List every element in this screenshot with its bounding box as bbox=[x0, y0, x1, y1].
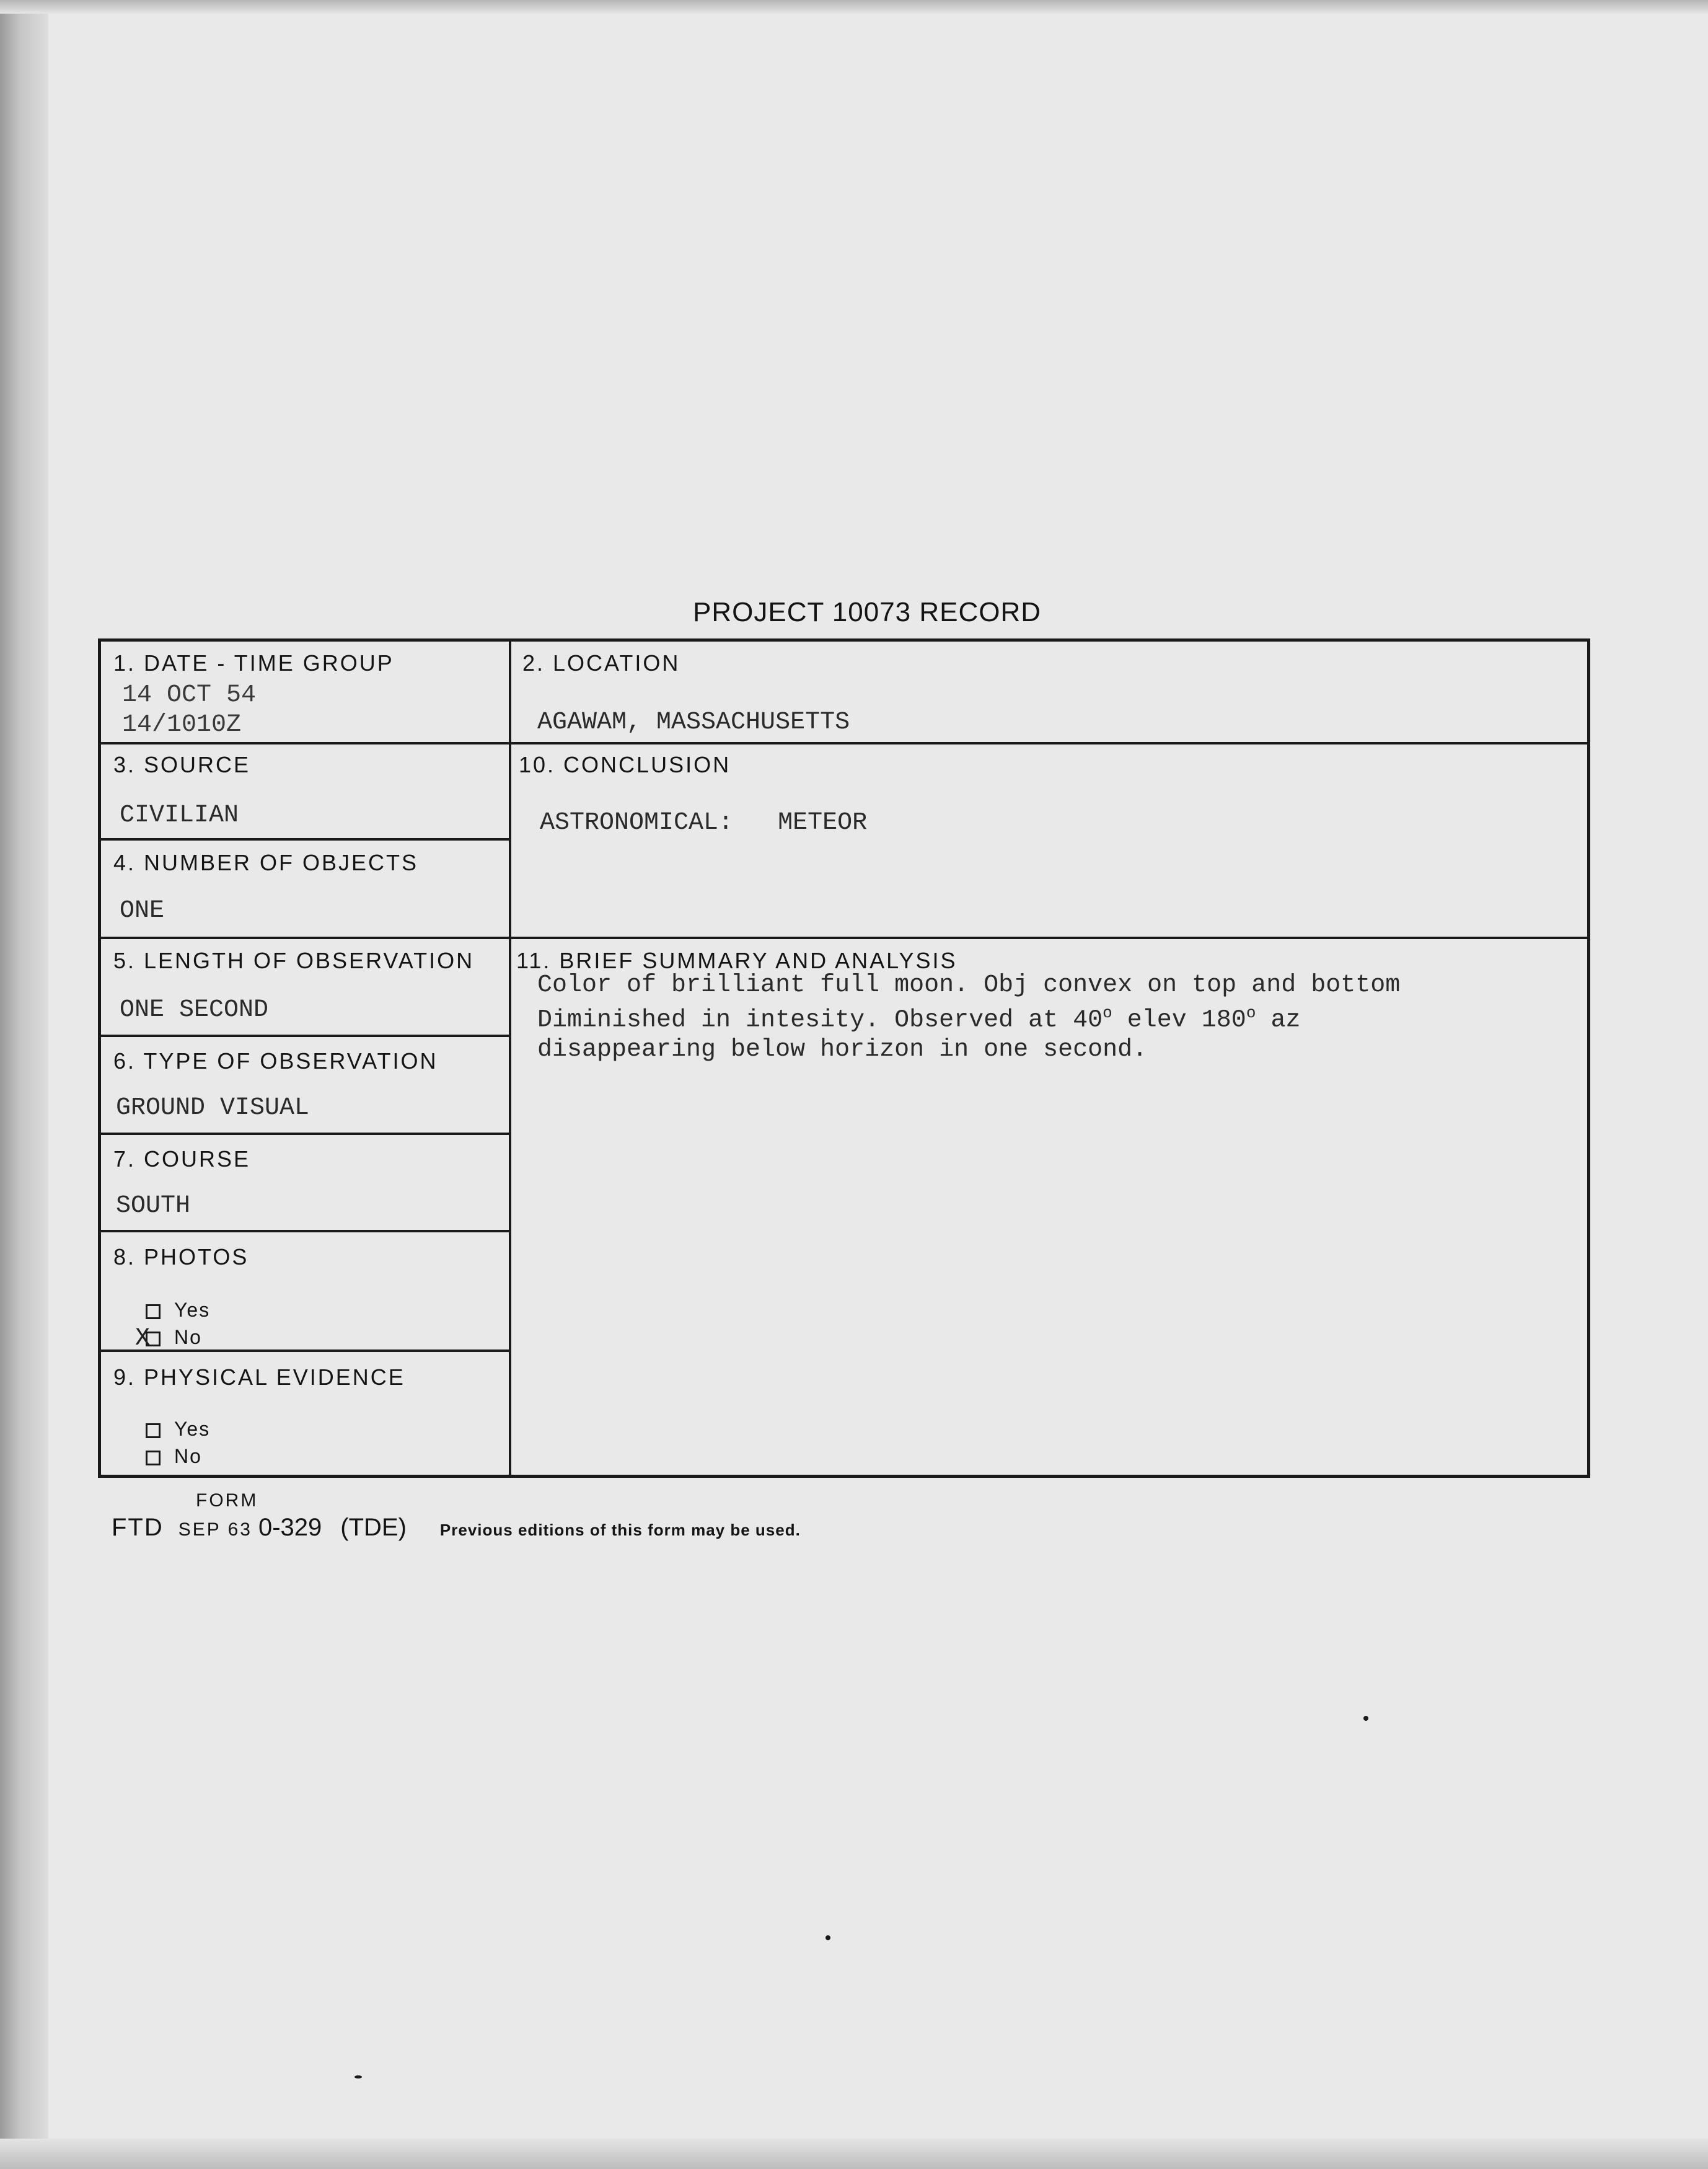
conclusion-label: 10. CONCLUSION bbox=[519, 752, 731, 777]
scan-speck bbox=[354, 2075, 362, 2078]
footer-form-word: FORM bbox=[196, 1490, 258, 1511]
footer-ftd: FTD bbox=[112, 1514, 164, 1541]
physical-evidence-yes-option[interactable] bbox=[146, 1418, 210, 1441]
location-value: AGAWAM, MASSACHUSETTS bbox=[537, 709, 850, 736]
footer-note: Previous editions of this form may be used. bbox=[439, 1521, 801, 1539]
conclusion-value: ASTRONOMICAL: METEOR bbox=[540, 809, 868, 837]
type-of-observation-label: 6. TYPE OF OBSERVATION bbox=[113, 1048, 438, 1074]
row-divider bbox=[101, 838, 510, 841]
row-divider bbox=[510, 937, 1587, 939]
physical-evidence-yes-checkbox[interactable] bbox=[146, 1423, 161, 1438]
type-of-observation-value: GROUND VISUAL bbox=[116, 1094, 310, 1122]
degree-mark: o bbox=[1246, 1004, 1256, 1022]
physical-evidence-label: 9. PHYSICAL EVIDENCE bbox=[113, 1364, 405, 1390]
time-value: 14/1010Z bbox=[122, 711, 242, 739]
photos-label: 8. PHOTOS bbox=[113, 1244, 249, 1270]
row-divider bbox=[101, 1230, 510, 1232]
summary-line-2-part-c: az bbox=[1270, 1006, 1301, 1035]
row-divider bbox=[510, 742, 1587, 744]
record-form-grid bbox=[98, 638, 1590, 1478]
footer-date: SEP 63 bbox=[178, 1519, 252, 1540]
scan-speck bbox=[825, 1935, 830, 1940]
source-label: 3. SOURCE bbox=[113, 752, 251, 777]
course-value: SOUTH bbox=[116, 1192, 191, 1220]
number-of-objects-value: ONE bbox=[120, 897, 165, 925]
summary-line-3: disappearing below horizon in one second. bbox=[537, 1036, 1148, 1064]
summary-line-2-part-b: elev 180 bbox=[1127, 1006, 1246, 1035]
form-title: PROJECT 10073 RECORD bbox=[693, 597, 1042, 627]
scan-edge-top bbox=[0, 0, 1708, 14]
length-of-observation-value: ONE SECOND bbox=[120, 996, 269, 1024]
course-label: 7. COURSE bbox=[113, 1146, 251, 1172]
footer-form-number: 0-329 bbox=[258, 1514, 322, 1541]
summary-line-1: Color of brilliant full moon. Obj convex on top and bottom bbox=[537, 971, 1401, 999]
photos-yes-label: Yes bbox=[174, 1299, 211, 1321]
physical-evidence-no-label: No bbox=[174, 1445, 202, 1467]
footer-org: (TDE) bbox=[340, 1514, 407, 1541]
photos-no-label: No bbox=[174, 1326, 202, 1348]
location-label: 2. LOCATION bbox=[522, 650, 680, 676]
source-value: CIVILIAN bbox=[120, 802, 239, 829]
row-divider bbox=[101, 1350, 510, 1352]
date-time-label: 1. DATE - TIME GROUP bbox=[113, 650, 394, 676]
row-divider bbox=[101, 1133, 510, 1135]
photos-yes-checkbox[interactable] bbox=[146, 1304, 161, 1319]
photos-no-option[interactable] bbox=[135, 1324, 202, 1353]
summary-label: 11. BRIEF SUMMARY AND ANALYSIS bbox=[516, 948, 957, 973]
physical-evidence-no-option[interactable] bbox=[146, 1445, 202, 1468]
summary-line-2 bbox=[537, 1004, 1300, 1034]
scan-edge-bottom bbox=[0, 2139, 1708, 2169]
date-value: 14 OCT 54 bbox=[122, 681, 257, 709]
summary-line-2-part-a: Diminished in intesity. Observed at 40 bbox=[537, 1006, 1103, 1035]
photos-no-checkbox[interactable] bbox=[135, 1324, 161, 1353]
physical-evidence-yes-label: Yes bbox=[174, 1418, 211, 1440]
degree-mark: o bbox=[1103, 1004, 1112, 1022]
physical-evidence-no-checkbox[interactable] bbox=[146, 1451, 161, 1465]
length-of-observation-label: 5. LENGTH OF OBSERVATION bbox=[113, 948, 475, 973]
row-divider bbox=[101, 742, 510, 744]
photos-no-mark: X bbox=[135, 1324, 152, 1353]
number-of-objects-label: 4. NUMBER OF OBJECTS bbox=[113, 850, 419, 875]
footer-form-id bbox=[112, 1514, 801, 1542]
scan-speck bbox=[1363, 1716, 1368, 1721]
photos-yes-option[interactable] bbox=[146, 1299, 210, 1322]
scan-edge-left bbox=[0, 0, 48, 2169]
row-divider bbox=[101, 937, 510, 939]
row-divider bbox=[101, 1035, 510, 1037]
